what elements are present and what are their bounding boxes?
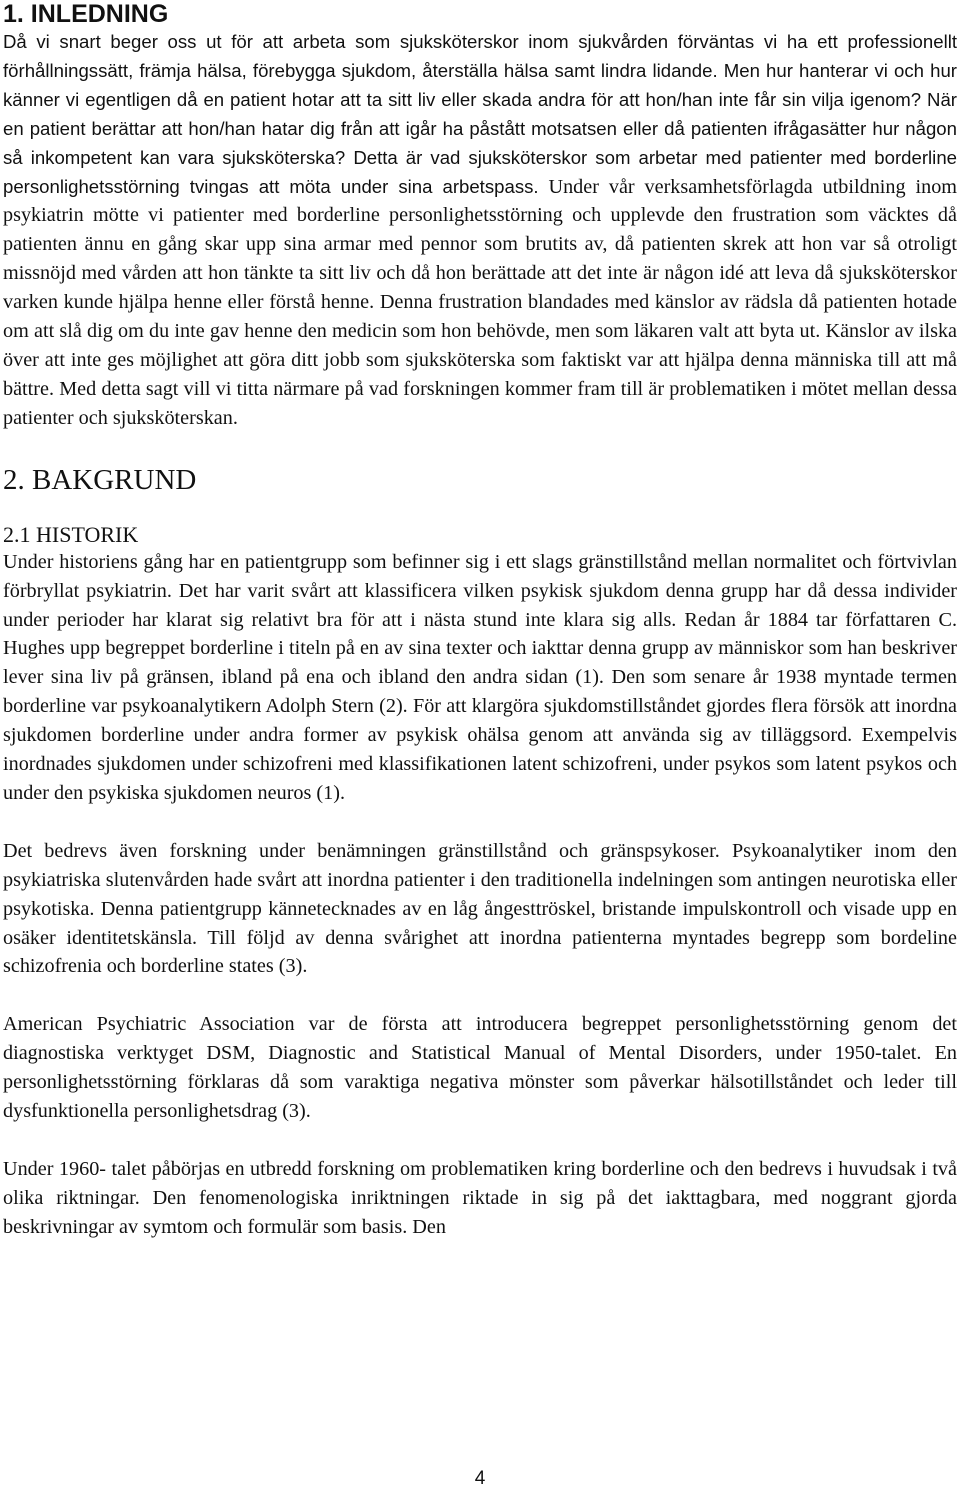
paragraph-historik-4: Under 1960- talet påbörjas en utbredd forskning om problematiken kring borderline och den bedrevs i huvudsak i två olika riktningar. Den fenomenologiska inriktningen riktade in sig på det iakttagbara, med noggrant gjorda beskrivningar av symtom och formulär som basis. Den: [3, 1158, 957, 1238]
document-page: [3, 0, 957, 1242]
subsection-heading-historik: 2.1 HISTORIK: [3, 521, 139, 547]
section-heading-inledning: 1. INLEDNING: [3, 0, 169, 28]
paragraph-inledning-part-2: Under vår verksamhetsförlagda utbildning inom psykiatrin mötte vi patienter med borderline personlighetsstörning och upplevde den frustration som väcktes då patienten ännu en gång skar upp sina armar med pennor som brutits av, då patienten skrek att hon var så otroligt missnöjd med vården att hon tänkte ta sitt liv och då hon berättade att det inte är någon idé att leva då sjuksköterskor varken kunde hjälpa henne eller förstå henne. Denna frustration blandades med känslor av rädsla då patienten hotade om att slå dig om du inte gav henne den medicin som hon behövde, men som läkaren valt att byta ut. Känslor av ilska över att inte ges möjlighet att göra ditt jobb som sjuksköterska som faktiskt var att hjälpa denna människa till att må bättre. Med detta sagt vill vi titta närmare på vad forskningen kommer fram till är problematiken i mötet mellan dessa patienter och sjuksköterskan.: [3, 175, 957, 429]
paragraph-historik-3: American Psychiatric Association var de första att introducera begreppet personlighetsstörning genom det diagnostiska verktyget DSM, Diagnostic and Statistical Manual of Mental Disorders, under 1950-talet. En personlighetsstörning förklaras då som varaktiga negativa mönster som påverkar hälsotillståndet och leder till dysfunktionella personlighetsdrag (3).: [3, 1013, 957, 1123]
paragraph-historik-2: Det bedrevs även forskning under benämningen gränstillstånd och gränspsykoser. Psykoanalytiker inom den psykiatriska slutenvården hade svårt att inordna patienter i den traditionella indelningen som antingen neurotiska eller psykotiska. Denna patientgrupp kännetecknades av en låg ångesttröskel, bristande impulskontroll och visade upp en osäker identitetskänsla. Till följd av denna svårighet att inordna patienterna myntades begrepp som bordeline schizofrenia och borderline states (3).: [3, 839, 957, 978]
paragraph-inledning-part-1: Då vi snart beger oss ut för att arbeta som sjuksköterskor inom sjukvården förväntas vi ha ett professionellt förhållningssätt, främja hälsa, förebygga sjukdom, återställa hälsa samt lindra lidande. Men hur hanterar vi och hur känner vi egentligen då en patient hotar att ta sitt liv eller skada andra för att hon/han inte får sin vilja igenom? När en patient berättar att hon/han hatar dig från att igår ha påstått motsatsen eller då patienten ifrågasätter hur någon så inkompetent kan vara sjuksköterska? Detta är vad sjuksköterskor som arbetar med patienter med borderline personlighetsstörning tvingas att möta under sina arbetspass.: [3, 31, 957, 197]
section-heading-bakgrund: 2. BAKGRUND: [3, 463, 197, 496]
paragraph-historik-1: Under historiens gång har en patientgrupp som befinner sig i ett slags gränstillstånd mellan normalitet och förtvivlan förbryllat psykiatrin. Det har varit svårt att klassificera vilken psykisk sjukdom denna grupp har då dessa individer under perioder har klarat sig relativt bra för att i nästa stund inte klara sig alls. Redan år 1884 tar författaren C. Hughes upp begreppet borderline i titeln på en av sina texter och iakttar denna grupp av människor som han beskriver lever sina liv på gränsen, ibland på ena och ibland den andra sidan (1). Den som senare år 1938 myntade termen borderline var psykoanalytikern Adolph Stern (2). För att klargöra sjukdomstillståndet gjordes flera försök att inordna sjukdomen borderline under andra former av psykisk ohälsa genom att använda sig av tilläggsord. Exempelvis inordnades sjukdomen under schizofreni med klassifikationen latent schizofreni, under psykos som latent psykos och under den psykiska sjukdomen neuros (1).: [3, 550, 957, 804]
page-number: 4: [474, 1468, 486, 1489]
paragraph-inledning: [3, 28, 957, 433]
